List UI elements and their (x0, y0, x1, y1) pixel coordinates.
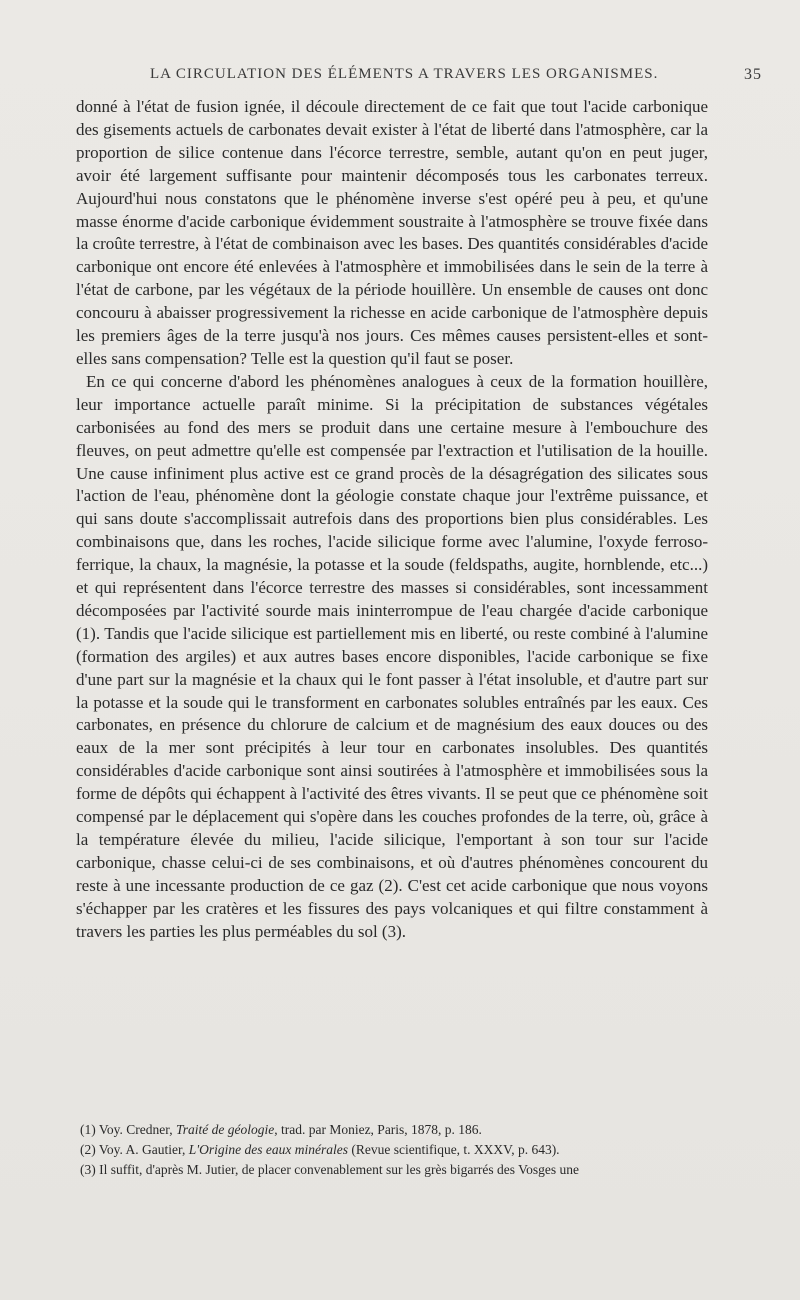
page-number: 35 (744, 66, 762, 83)
footnote-1: (1) Voy. Credner, Traité de géologie, trad. par Moniez, Paris, 1878, p. 186. (80, 1122, 482, 1137)
header-title: LA CIRCULATION DES ÉLÉMENTS A TRAVERS LES ORGANISMES. (150, 66, 659, 82)
paragraph-2: En ce qui concerne d'abord les phénomènes analogues à ceux de la formation houillère, leur importance actuelle paraît minime. Si la précipitation de substances végétales carbonisées au fond des mers se produit dans une certaine mesure à l'embouchure des fleuves, on peut admettre qu'elle est compensée par l'extraction et l'utilisation de la houille. Une cause infiniment plus active est ce grand procès de la désagrégation des silicates sous l'action de l'eau, phénomène dont la géologie constate chaque jour l'extrême puissance, et qui sans doute s'accomplissait autrefois dans des proportions bien plus considérables. Les combinaisons que, dans les roches, l'acide silicique forme avec l'alumine, l'oxyde ferroso-ferrique, la chaux, la magnésie, la potasse et la soude (feldspaths, augite, hornblende, etc...) et qui représentent dans l'écorce terrestre des masses si considérables, sont incessamment décomposées par l'activité sourde mais ininterrompue de l'eau chargée d'acide carbonique (1). Tandis que l'acide silicique est partiellement mis en liberté, ou reste combiné à l'alumine (formation des argiles) et aux autres bases encore disponibles, l'acide carbonique se fixe d'une part sur la magnésie et la chaux qui le font passer à l'état insoluble, et d'autre part sur la potasse et la soude qui le transforment en carbonates solubles entraînés par les eaux. Ces carbonates, en présence du chlorure de calcium et de magnésium des eaux douces ou des eaux de la mer sont précipités à leur tour en carbonates insolubles. Des quantités considérables d'acide carbonique sont ainsi soutirées à l'atmosphère et immobilisées sous la forme de dépôts qui échappent à l'activité des êtres vivants. Il se peut que ce phénomène soit compensé par le déplacement qui s'opère dans les couches profondes de la terre, où, grâce à la température élevée du milieu, l'acide silicique, l'emportant à son tour sur l'acide carbonique, chasse celui-ci de ses combinaisons, et où d'autres phénomènes concourent du reste à une incessante production de ce gaz (2). C'est cet acide carbonique que nous voyons s'échapper par les cratères et les fissures des pays volcaniques et qui filtre constamment à travers les parties les plus perméables du sol (3). (76, 371, 708, 941)
footnote-2: (2) Voy. A. Gautier, L'Origine des eaux minérales (Revue scientifique, t. XXXV, p. 643). (80, 1142, 560, 1157)
body-text (76, 96, 708, 944)
paragraph-1: donné à l'état de fusion ignée, il découle directement de ce fait que tout l'acide carbonique des gisements actuels de carbonates devait exister à l'état de liberté dans l'atmosphère, car la proportion de silice contenue dans l'écorce terrestre, semble, autant qu'on en peut juger, avoir été largement suffisante pour maintenir décomposés tous les carbonates terreux. Aujourd'hui nous constatons que le phénomène inverse s'est opéré peu à peu, et qu'une masse énorme d'acide carbonique évidemment soustraite à l'atmosphère se trouve fixée dans la croûte terrestre, à l'état de combinaison avec les bases. Des quantités considérables d'acide carbonique ont encore été enlevées à l'atmosphère et immobilisées dans le sein de la terre à l'état de carbone, par les végétaux de la période houillère. Un ensemble de causes ont donc concouru à abaisser progressivement la richesse en acide carbonique de l'atmosphère depuis les premiers âges de la terre jusqu'à nos jours. Ces mêmes causes persistent-elles et sont-elles sans compensation? Telle est la question qu'il faut se poser. (76, 97, 708, 368)
footnote-3: (3) Il suffit, d'après M. Jutier, de placer convenablement sur les grès bigarrés des Vosges une (80, 1162, 580, 1177)
footnotes (80, 1120, 712, 1180)
